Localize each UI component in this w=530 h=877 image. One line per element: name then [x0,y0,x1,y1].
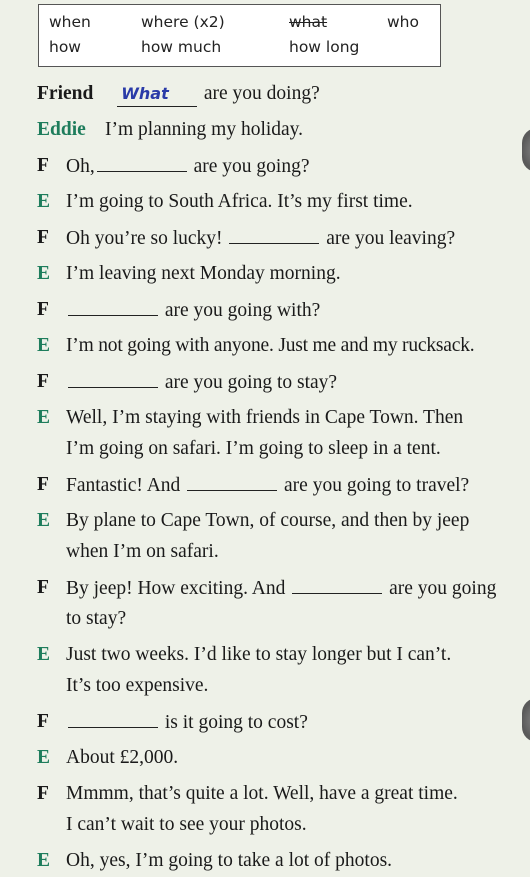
page-tab-decoration [522,698,530,742]
line-text: are you doing? [203,83,320,104]
dialogue-line-14b: It’s too expensive. [66,675,209,696]
dialogue-line-1 [115,82,320,107]
dialogue-line-10b: I’m going on safari. I’m going to sleep in a tent. [66,438,441,459]
word-box [38,4,441,67]
word-when: when [49,13,91,31]
speaker-e: E [37,510,51,531]
dialogue-line-9 [66,370,337,395]
speaker-f: F [37,155,49,176]
speaker-f: F [37,474,49,495]
page-tab-decoration [522,128,530,172]
speaker-f: F [37,783,49,804]
dialogue-line-12a: By plane to Cape Town, of course, and then by jeep [66,510,470,531]
speaker-f: F [37,577,49,598]
line-text: Fantastic! And [66,475,181,496]
word-who: who [387,13,419,31]
line-text: are you going [389,578,497,599]
speaker-eddie: Eddie [37,119,86,140]
line-text: are you going to travel? [284,475,470,496]
dialogue-line-16: About £2,000. [66,747,179,768]
speaker-e: E [37,644,51,665]
dialogue-line-15 [66,710,308,735]
speaker-f: F [37,227,49,248]
speaker-f: F [37,299,49,320]
line-text: Oh you’re so lucky! [66,228,223,249]
speaker-e: E [37,191,51,212]
line-text: By jeep! How exciting. And [66,578,286,599]
answer-gap[interactable] [292,576,382,594]
speaker-e: E [37,407,51,428]
word-how: how [49,38,81,56]
speaker-e: E [37,263,51,284]
word-where: where (x2) [141,13,225,31]
dialogue-line-17b: I can’t wait to see your photos. [66,814,307,835]
dialogue-line-6: I’m leaving next Monday morning. [66,263,341,284]
dialogue-line-18: Oh, yes, I’m going to take a lot of photos. [66,850,393,871]
line-text: are you going with? [164,300,321,321]
dialogue-line-4: I’m going to South Africa. It’s my first time. [66,191,413,212]
dialogue-line-2: I’m planning my holiday. [105,119,304,140]
dialogue-line-10a: Well, I’m staying with friends in Cape Town. Then [66,407,464,428]
speaker-f: F [37,371,49,392]
word-how-long: how long [289,38,360,56]
dialogue-line-17a: Mmmm, that’s quite a lot. Well, have a great time. [66,783,458,804]
dialogue-line-11 [66,473,469,498]
dialogue-line-7 [66,298,320,323]
line-text: are you going? [193,156,310,177]
answer-gap[interactable] [187,473,277,491]
speaker-e: E [37,850,51,871]
speaker-f: F [37,711,49,732]
example-answer: What [121,84,169,103]
speaker-e: E [37,335,51,356]
answer-gap[interactable] [97,154,187,172]
dialogue-line-13a [66,576,496,601]
speaker-e: E [37,747,51,768]
answer-gap[interactable] [229,226,319,244]
answer-gap[interactable] [68,298,158,316]
line-text: are you going to stay? [164,372,338,393]
line-text: Oh, [66,156,95,177]
word-what-crossed: what [289,13,328,31]
answer-gap[interactable] [68,370,158,388]
dialogue-line-8: I’m not going with anyone. Just me and my rucksack. [66,335,475,356]
dialogue-line-5 [66,226,455,251]
speaker-friend: Friend [37,83,94,104]
dialogue-line-12b: when I’m on safari. [66,541,219,562]
example-gap [117,82,197,107]
dialogue-line-13b: to stay? [66,608,127,629]
dialogue-line-3 [66,154,309,179]
line-text: is it going to cost? [164,712,308,733]
answer-gap[interactable] [68,710,158,728]
line-text: are you leaving? [326,228,456,249]
word-how-much: how much [141,38,222,56]
dialogue-line-14a: Just two weeks. I’d like to stay longer but I can’t. [66,644,452,665]
